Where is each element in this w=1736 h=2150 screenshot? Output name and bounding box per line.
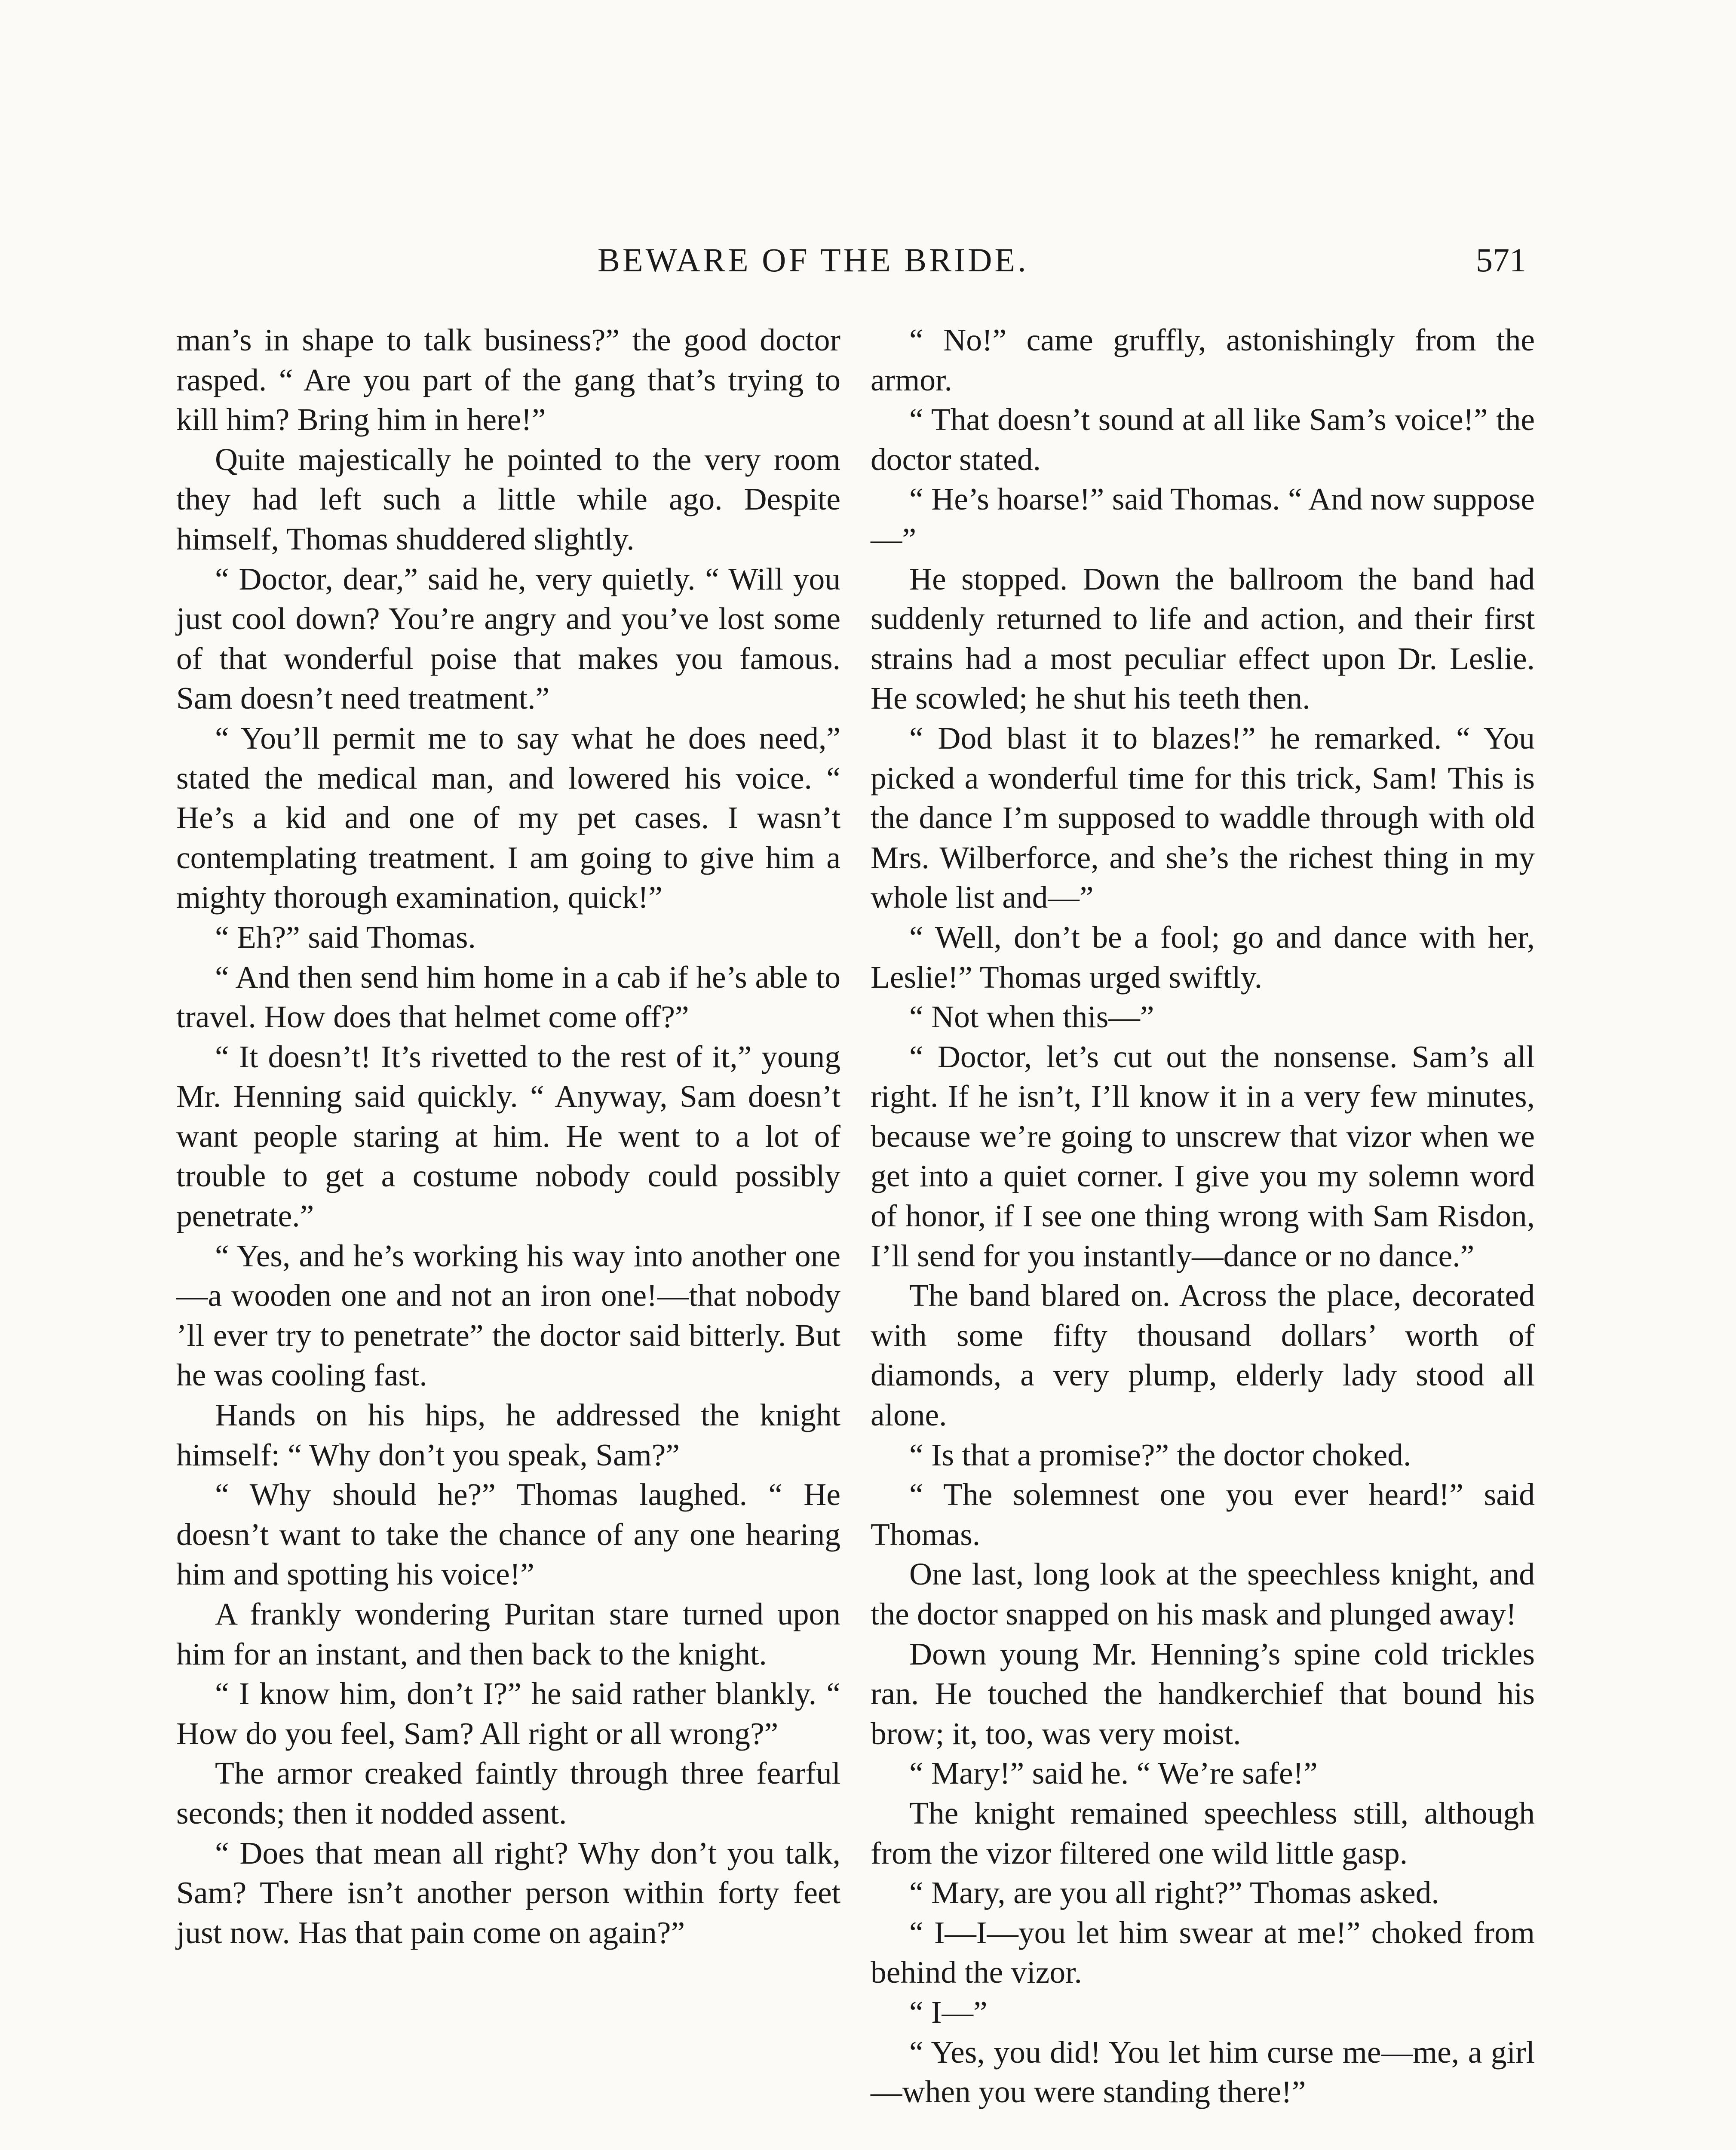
page-number: 571 <box>1476 241 1526 279</box>
paragraph: “ Dod blast it to blazes!” he remarked. “ You picked a wonderful time for this trick, Sam! This is the dance I’m supposed to waddle through with old Mrs. Wilberforce, and she’s the richest thing in my whole list and—” <box>871 720 1535 915</box>
paragraph: man’s in shape to talk business?” the good doctor rasped. “ Are you part of the gang that’s trying to kill him? Bring him in here!” <box>176 322 840 437</box>
paragraph: “ It doesn’t! It’s rivetted to the rest of it,” young Mr. Henning said quickly. “ Anyway, Sam doesn’t want people staring at him. He went to a lot of trouble to get a costume nobody could possibly penetrate.” <box>176 1039 840 1234</box>
paragraph: A frankly wondering Puritan stare turned upon him for an instant, and then back to the knight. <box>176 1597 840 1671</box>
paragraph: Down young Mr. Henning’s spine cold trickles ran. He touched the handkerchief that bound his brow; it, too, was very moist. <box>871 1636 1535 1751</box>
paragraph: “ Mary!” said he. “ We’re safe!” <box>909 1756 1318 1791</box>
paragraph: He stopped. Down the ballroom the band had suddenly returned to life and action, and their first strains had a most peculiar effect upon Dr. Leslie. He scowled; he shut his teeth then. <box>871 561 1535 716</box>
paragraph: “ I—I—you let him swear at me!” choked from behind the vizor. <box>871 1915 1535 1990</box>
paragraph: “ He’s hoarse!” said Thomas. “ And now suppose—” <box>871 482 1535 556</box>
paragraph: “ I know him, don’t I?” he said rather blankly. “ How do you feel, Sam? All right or all wrong?” <box>176 1676 840 1751</box>
paragraph: The armor creaked faintly through three fearful seconds; then it nodded assent. <box>176 1756 840 1831</box>
paragraph: The band blared on. Across the place, decorated with some fifty thousand dollars’ worth of diamonds, a very plump, elderly lady stood all alone. <box>871 1278 1535 1433</box>
paragraph: “ You’ll permit me to say what he does need,” stated the medical man, and lowered his voice. “ He’s a kid and one of my pet cases. I wasn’t contemplating treatment. I am going to give him a mighty thorough examination, quick!” <box>176 720 840 915</box>
paragraph: “ Why should he?” Thomas laughed. “ He doesn’t want to take the chance of any one hearing him and spotting his voice!” <box>176 1477 840 1592</box>
paragraph: “ That doesn’t sound at all like Sam’s voice!” the doctor stated. <box>871 402 1535 477</box>
paragraph: One last, long look at the speechless knight, and the doctor snapped on his mask and plunged away! <box>871 1557 1535 1631</box>
paragraph: Hands on his hips, he addressed the knight himself: “ Why don’t you speak, Sam?” <box>176 1398 840 1472</box>
paragraph: “ Well, don’t be a fool; go and dance with her, Leslie!” Thomas urged swiftly. <box>871 919 1535 995</box>
paragraph: “ Not when this—” <box>909 999 1154 1035</box>
paragraph: “ Does that mean all right? Why don’t you talk, Sam? There isn’t another person within forty feet just now. Has that pain come on again?” <box>176 1835 840 1950</box>
paragraph: “ Is that a promise?” the doctor choked. <box>909 1437 1411 1472</box>
paragraph: “ Eh?” said Thomas. <box>215 919 476 955</box>
paragraph: “ Doctor, dear,” said he, very quietly. “ Will you just cool down? You’re angry and you’ve lost some of that wonderful poise that makes you famous. Sam doesn’t need treatment.” <box>176 561 840 716</box>
paragraph: “ Doctor, let’s cut out the nonsense. Sam’s all right. If he isn’t, I’ll know it in a very few minutes, because we’re going to unscrew that vizor when we get into a quiet corner. I give you my solemn word of honor, if I see one thing wrong with Sam Risdon, I’ll send for you instantly—dance or no dance.” <box>871 1039 1535 1273</box>
paragraph: “ And then send him home in a cab if he’s able to travel. How does that helmet come off?” <box>176 959 840 1035</box>
paragraph: “ Yes, and he’s working his way into another one—a wooden one and not an iron one!—that nobody ’ll ever try to penetrate” the doctor said bitterly. But he was cooling fast. <box>176 1238 840 1393</box>
paragraph: The knight remained speechless still, although from the vizor filtered one wild little gasp. <box>871 1795 1535 1870</box>
paragraph: “ No!” came gruffly, astonishingly from the armor. <box>871 322 1535 397</box>
page-header <box>176 241 1526 292</box>
paragraph: Quite majestically he pointed to the very room they had left such a little while ago. Despite himself, Thomas shuddered slightly. <box>176 442 840 556</box>
paragraph: “ Mary, are you all right?” Thomas asked. <box>909 1875 1439 1910</box>
right-column <box>871 320 1535 2112</box>
paragraph: “ The solemnest one you ever heard!” said Thomas. <box>871 1477 1535 1552</box>
paragraph: “ I—” <box>909 1994 988 2030</box>
left-column <box>176 320 840 1953</box>
running-head: BEWARE OF THE BRIDE. <box>598 241 1029 279</box>
paragraph: “ Yes, you did! You let him curse me—me, a girl—when you were standing there!” <box>871 2034 1535 2110</box>
